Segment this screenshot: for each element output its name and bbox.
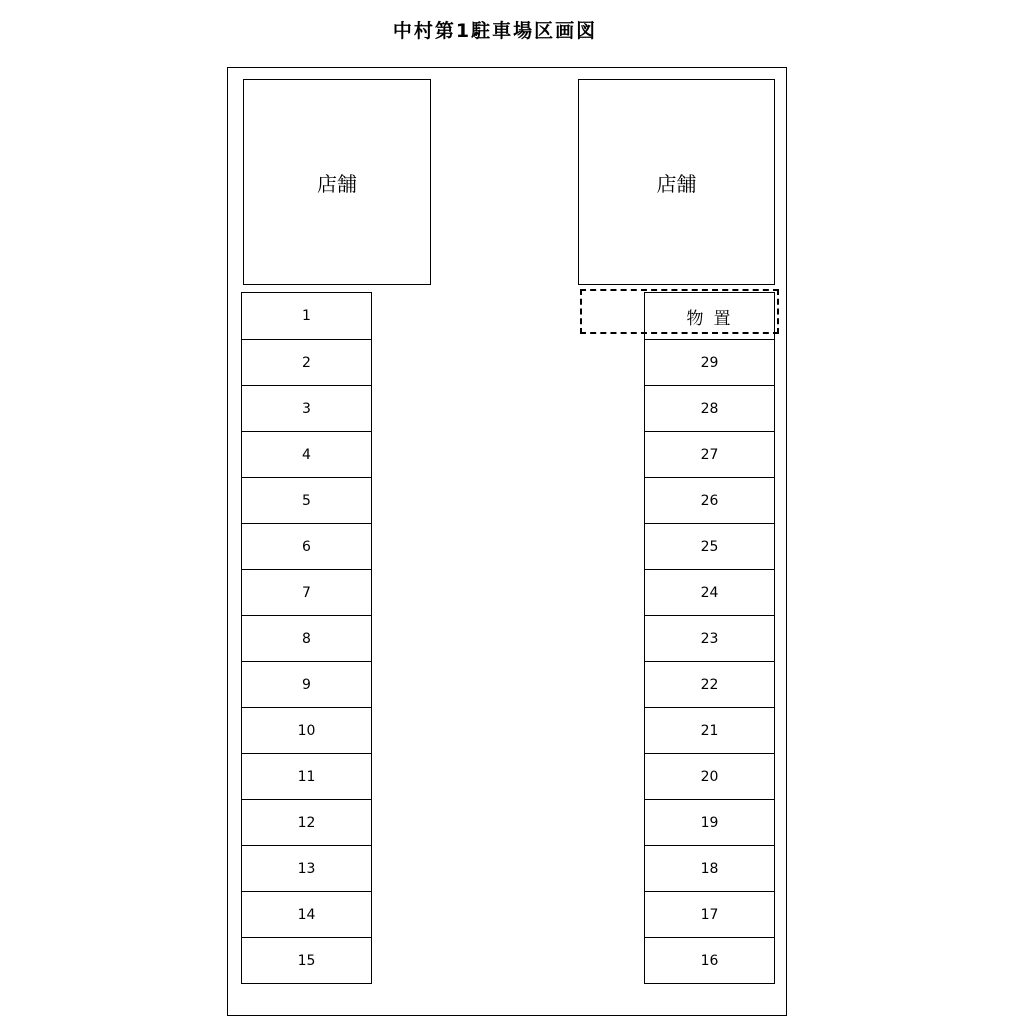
right-parking-space (644, 753, 775, 800)
right-parking-space (644, 661, 775, 708)
diagram-title: 中村第1駐車場区画図 (392, 20, 598, 42)
parking-space-number: 17 (700, 906, 719, 923)
parking-space-number: 2 (302, 354, 311, 371)
left-parking-space (241, 477, 372, 524)
parking-space-number: 26 (700, 492, 719, 509)
left-parking-space (241, 292, 372, 340)
parking-space-number: 15 (297, 952, 316, 969)
parking-space-number: 24 (700, 584, 719, 601)
right-parking-space (644, 477, 775, 524)
parking-space-number: 11 (297, 768, 316, 785)
right-parking-space (644, 569, 775, 616)
right-parking-space (644, 937, 775, 984)
parking-space-number: 3 (302, 400, 311, 417)
right-parking-space (644, 339, 775, 386)
right-parking-space (644, 799, 775, 846)
left-parking-space (241, 385, 372, 432)
left-parking-space (241, 891, 372, 938)
left-parking-space (241, 937, 372, 984)
store-left-label: 店舗 (317, 171, 357, 196)
parking-space-number: 25 (700, 538, 719, 555)
right-parking-space (644, 523, 775, 570)
right-parking-space (644, 615, 775, 662)
parking-space-number: 22 (700, 676, 719, 693)
parking-space-number: 14 (297, 906, 316, 923)
parking-space-number: 4 (302, 446, 311, 463)
parking-space-number: 7 (302, 584, 311, 601)
right-parking-space (644, 891, 775, 938)
parking-space-number: 28 (700, 400, 719, 417)
right-parking-space (644, 845, 775, 892)
parking-space-number: 16 (700, 952, 719, 969)
right-parking-space (644, 431, 775, 478)
parking-space-number: 20 (700, 768, 719, 785)
parking-space-number: 1 (302, 308, 311, 324)
left-parking-space (241, 707, 372, 754)
parking-space-number: 18 (700, 860, 719, 877)
storage-dashed-outline (580, 289, 779, 334)
right-parking-space (644, 385, 775, 432)
left-parking-space (241, 753, 372, 800)
parking-space-number: 21 (700, 722, 719, 739)
left-parking-space (241, 615, 372, 662)
left-parking-space (241, 661, 372, 708)
left-parking-space (241, 431, 372, 478)
store-right (578, 79, 775, 285)
left-parking-space (241, 569, 372, 616)
parking-space-number: 29 (700, 354, 719, 371)
store-left (243, 79, 431, 285)
parking-space-number: 6 (302, 538, 311, 555)
parking-space-number: 10 (297, 722, 316, 739)
parking-space-number: 27 (700, 446, 719, 463)
storage-label: 物置 (686, 308, 741, 329)
right-parking-space (644, 707, 775, 754)
parking-space-number: 23 (700, 630, 719, 647)
parking-space-number: 19 (700, 814, 719, 831)
left-parking-space (241, 799, 372, 846)
parking-space-number: 8 (302, 630, 311, 647)
left-space-column (241, 292, 372, 984)
parking-space-number: 13 (297, 860, 316, 877)
parking-space-number: 5 (302, 492, 311, 509)
parking-space-number: 12 (297, 814, 316, 831)
right-space-column (644, 292, 775, 984)
left-parking-space (241, 339, 372, 386)
left-parking-space (241, 523, 372, 570)
store-right-label: 店舗 (656, 171, 697, 196)
parking-space-number: 9 (302, 676, 311, 693)
left-parking-space (241, 845, 372, 892)
